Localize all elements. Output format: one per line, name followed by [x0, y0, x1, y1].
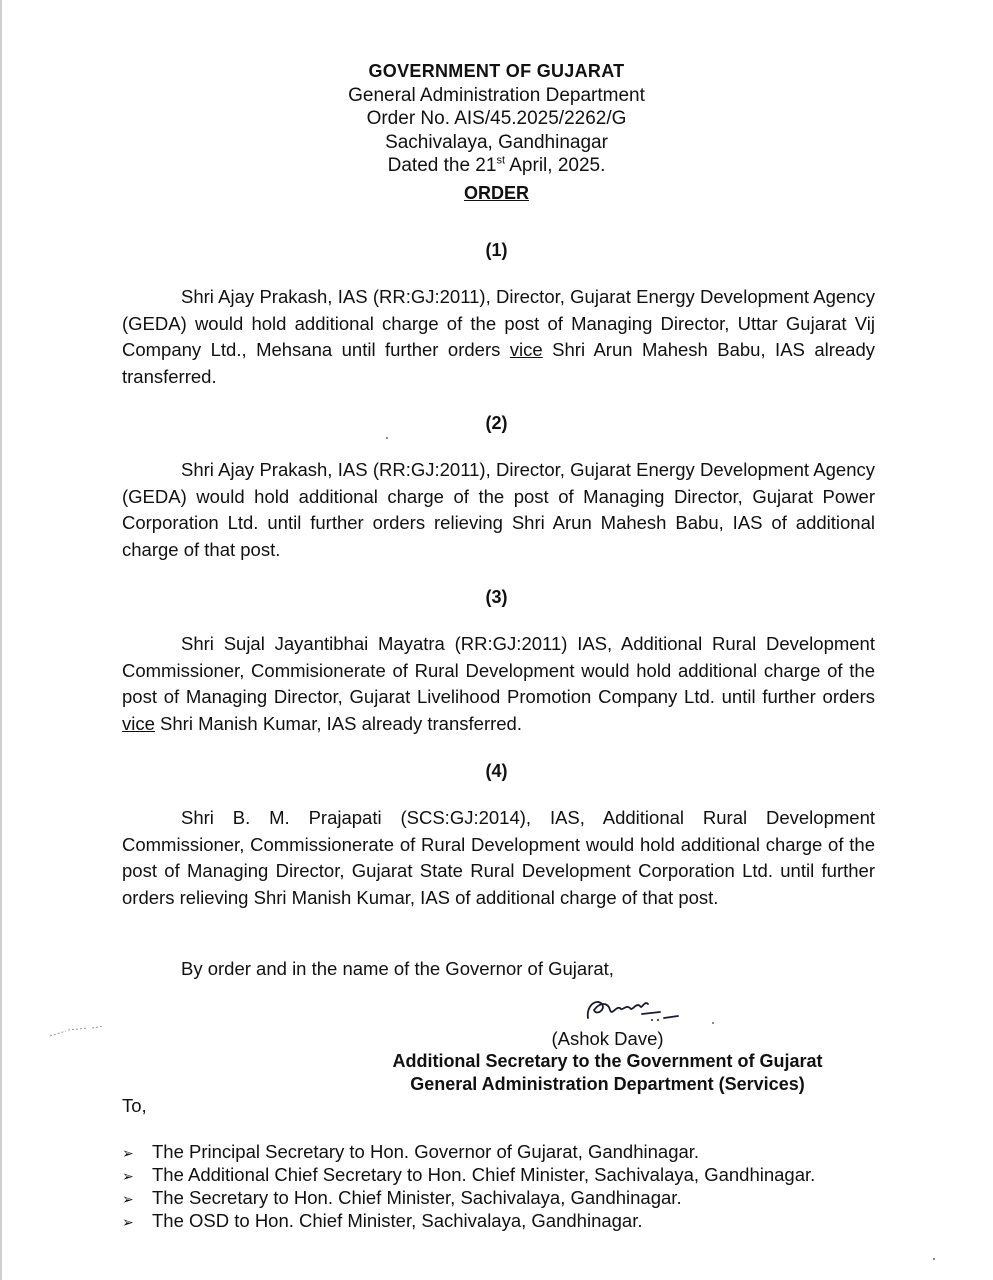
signatory-block — [345, 1027, 870, 1096]
list-item: ➢ The OSD to Hon. Chief Minister, Sachivalaya, Gandhinagar. — [122, 1210, 643, 1231]
handwritten-signature-icon — [582, 994, 712, 1024]
order-number-2: (2) — [485, 413, 508, 433]
order-number-4: (4) — [485, 761, 508, 781]
signatory-name: (Ashok Dave) — [551, 1028, 664, 1049]
department-name: General Administration Department — [348, 84, 645, 106]
order-paragraph-3: Shri Sujal Jayantibhai Mayatra (RR:GJ:2011) IAS, Additional Rural Development Commissioner, Commisionerate of Rural Development would hold additional charge of the post of Managing Director, Gujarat Livelihood Promotion Company Ltd. until further orders vice Shri Manish Kumar, IAS already transferred. — [122, 633, 875, 734]
to-label: To, — [122, 1095, 147, 1116]
scan-speck — [386, 437, 388, 439]
scan-speck — [933, 1258, 935, 1260]
arrowhead-bullet-icon: ➢ — [122, 1168, 134, 1184]
arrowhead-bullet-icon: ➢ — [122, 1145, 134, 1161]
place: Sachivalaya, Gandhinagar — [385, 131, 608, 153]
document-header — [0, 60, 993, 205]
arrowhead-bullet-icon: ➢ — [122, 1214, 134, 1230]
signatory-department: General Administration Department (Services) — [410, 1074, 805, 1094]
order-title: ORDER — [463, 182, 529, 203]
government-name: GOVERNMENT OF GUJARAT — [368, 61, 625, 81]
arrowhead-bullet-icon: ➢ — [122, 1191, 134, 1207]
order-number: Order No. AIS/45.2025/2262/G — [366, 108, 627, 129]
signatory-designation: Additional Secretary to the Government of Gujarat — [392, 1051, 823, 1071]
order-paragraph-2: Shri Ajay Prakash, IAS (RR:GJ:2011), Director, Gujarat Energy Development Agency (GEDA) would hold additional charge of the post of Managing Director, Gujarat Power Corporation Ltd. until further orders relieving Shri Arun Mahesh Babu, IAS of additional charge of that post. — [122, 459, 875, 560]
vice-word: vice — [122, 712, 155, 734]
order-paragraph-1: Shri Ajay Prakash, IAS (RR:GJ:2011), Director, Gujarat Energy Development Agency (GEDA) would hold additional charge of the post of Managing Director, Uttar Gujarat Vij Company Ltd., Mehsana until further orders vice Shri Arun Mahesh Babu, IAS already transferred. — [122, 286, 875, 387]
vice-word: vice — [509, 339, 543, 360]
scan-mark — [48, 1024, 108, 1038]
order-number-1: (1) — [485, 240, 508, 260]
order-date: Dated the 21st April, 2025. — [387, 154, 606, 176]
list-item: ➢ The Additional Chief Secretary to Hon. Chief Minister, Sachivalaya, Gandhinagar. — [122, 1164, 816, 1185]
list-item: ➢ The Principal Secretary to Hon. Governor of Gujarat, Gandhinagar. — [122, 1141, 700, 1162]
scan-speck — [712, 1022, 714, 1024]
order-number-3: (3) — [485, 587, 508, 607]
distribution-list — [122, 1141, 922, 1233]
order-paragraph-4: Shri B. M. Prajapati (SCS:GJ:2014), IAS, Additional Rural Development Commissioner, Commissionerate of Rural Development would hold additional charge of the post of Managing Director, Gujarat State Rural Development Corporation Ltd. until further orders relieving Shri Manish Kumar, IAS of additional charge of that post. — [122, 807, 875, 908]
list-item: ➢ The Secretary to Hon. Chief Minister, Sachivalaya, Gandhinagar. — [122, 1187, 682, 1208]
by-order-line: By order and in the name of the Governor of Gujarat, — [181, 958, 614, 979]
